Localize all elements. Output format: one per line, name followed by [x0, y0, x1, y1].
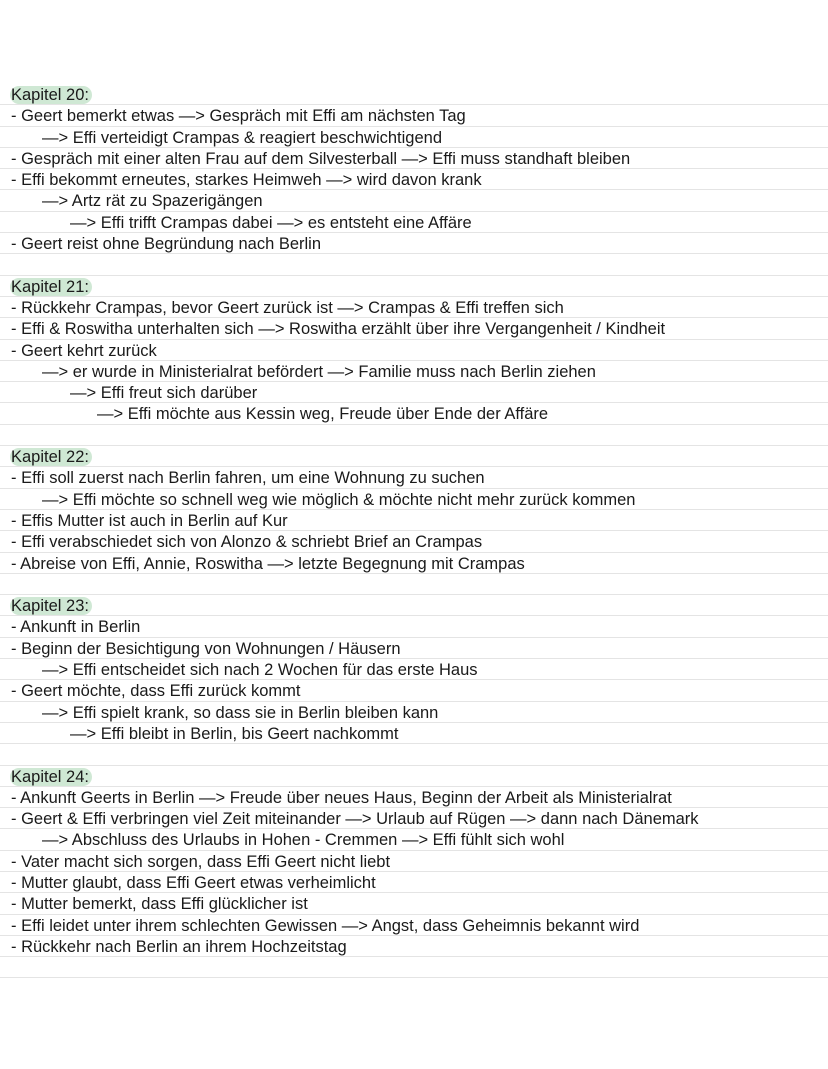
- note-line: - Beginn der Besichtigung von Wohnungen / Häusern: [0, 638, 828, 659]
- note-line: —> Effi möchte so schnell weg wie möglich & möchte nicht mehr zurück kommen: [0, 489, 828, 510]
- note-line: - Geert reist ohne Begründung nach Berlin: [0, 233, 828, 254]
- note-line: - Effi & Roswitha unterhalten sich —> Roswitha erzählt über ihre Vergangenheit / Kindheit: [0, 318, 828, 339]
- chapter-23-heading: [0, 595, 828, 616]
- note-line: - Gespräch mit einer alten Frau auf dem Silvesterball —> Effi muss standhaft bleiben: [0, 148, 828, 169]
- chapter-22-heading: [0, 446, 828, 467]
- note-line: —> Effi spielt krank, so dass sie in Berlin bleiben kann: [0, 702, 828, 723]
- blank-line: [0, 744, 828, 765]
- note-line: - Rückkehr Crampas, bevor Geert zurück ist —> Crampas & Effi treffen sich: [0, 297, 828, 318]
- chapter-24-heading: [0, 766, 828, 787]
- note-line: - Abreise von Effi, Annie, Roswitha —> letzte Begegnung mit Crampas: [0, 553, 828, 574]
- note-line: - Ankunft in Berlin: [0, 616, 828, 637]
- blank-line: [0, 254, 828, 275]
- chapter-heading-label: Kapitel 24:: [10, 768, 92, 786]
- note-line: —> Effi verteidigt Crampas & reagiert beschwichtigend: [0, 127, 828, 148]
- note-line: - Effi verabschiedet sich von Alonzo & schriebt Brief an Crampas: [0, 531, 828, 552]
- note-line: - Rückkehr nach Berlin an ihrem Hochzeitstag: [0, 936, 828, 957]
- chapter-heading-label: Kapitel 20:: [10, 86, 92, 104]
- chapter-heading-label: Kapitel 23:: [10, 597, 92, 615]
- note-line: - Mutter bemerkt, dass Effi glücklicher ist: [0, 893, 828, 914]
- note-line: - Geert bemerkt etwas —> Gespräch mit Effi am nächsten Tag: [0, 105, 828, 126]
- note-line: - Vater macht sich sorgen, dass Effi Geert nicht liebt: [0, 851, 828, 872]
- note-line: - Mutter glaubt, dass Effi Geert etwas verheimlicht: [0, 872, 828, 893]
- note-line: —> er wurde in Ministerialrat befördert —> Familie muss nach Berlin ziehen: [0, 361, 828, 382]
- note-line: - Geert kehrt zurück: [0, 340, 828, 361]
- blank-line: [0, 574, 828, 595]
- note-line: - Ankunft Geerts in Berlin —> Freude über neues Haus, Beginn der Arbeit als Ministerialrat: [0, 787, 828, 808]
- note-line: —> Effi bleibt in Berlin, bis Geert nachkommt: [0, 723, 828, 744]
- blank-line: [0, 425, 828, 446]
- chapter-20-heading: [0, 84, 828, 105]
- chapter-heading-label: Kapitel 21:: [10, 278, 92, 296]
- chapter-heading-label: Kapitel 22:: [10, 448, 92, 466]
- note-line: —> Abschluss des Urlaubs in Hohen - Cremmen —> Effi fühlt sich wohl: [0, 829, 828, 850]
- note-line: - Effi leidet unter ihrem schlechten Gewissen —> Angst, dass Geheimnis bekannt wird: [0, 915, 828, 936]
- chapter-21-heading: [0, 276, 828, 297]
- note-line: - Effi bekommt erneutes, starkes Heimweh —> wird davon krank: [0, 169, 828, 190]
- notes-page: [0, 84, 828, 978]
- blank-line: [0, 957, 828, 978]
- note-line: —> Effi freut sich darüber: [0, 382, 828, 403]
- note-line: - Geert möchte, dass Effi zurück kommt: [0, 680, 828, 701]
- note-line: —> Effi entscheidet sich nach 2 Wochen für das erste Haus: [0, 659, 828, 680]
- note-line: - Geert & Effi verbringen viel Zeit miteinander —> Urlaub auf Rügen —> dann nach Dänemark: [0, 808, 828, 829]
- note-line: - Effis Mutter ist auch in Berlin auf Kur: [0, 510, 828, 531]
- note-line: —> Effi trifft Crampas dabei —> es entsteht eine Affäre: [0, 212, 828, 233]
- note-line: —> Effi möchte aus Kessin weg, Freude über Ende der Affäre: [0, 403, 828, 424]
- note-line: - Effi soll zuerst nach Berlin fahren, um eine Wohnung zu suchen: [0, 467, 828, 488]
- note-line: —> Artz rät zu Spazerigängen: [0, 190, 828, 211]
